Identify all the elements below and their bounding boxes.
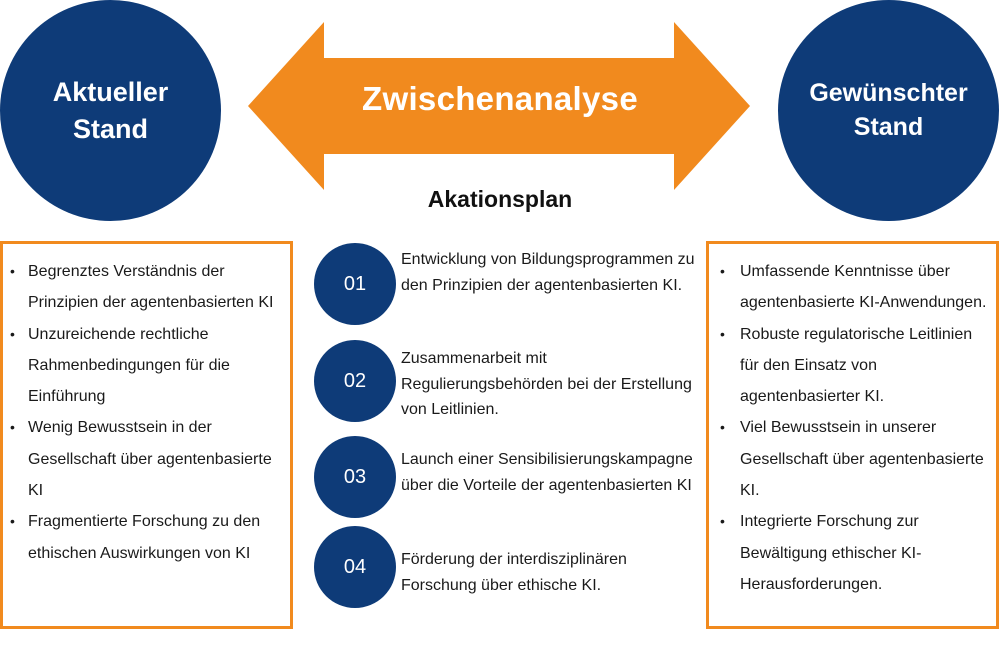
list-item-text: Fragmentierte Forschung zu den ethischen Auswirkungen von KI xyxy=(28,513,261,562)
current-state-list xyxy=(10,256,290,569)
bullet-icon: • xyxy=(10,325,15,342)
list-item-text: Begrenztes Verständnis der Prinzipien der agentenbasierten KI xyxy=(28,263,274,312)
gap-analysis-label: Zwischenanalyse xyxy=(362,80,638,117)
desired-state-list xyxy=(720,256,994,600)
current-state-title-line2: Stand xyxy=(72,113,148,144)
list-item-text: Unzureichende rechtliche Rahmenbedingungen für die Einführung xyxy=(28,325,230,406)
list-item xyxy=(10,319,290,413)
list-item xyxy=(720,412,994,506)
current-state-circle xyxy=(0,0,221,221)
list-item xyxy=(720,506,994,600)
list-item xyxy=(720,319,994,413)
step-number-badge: 03 xyxy=(314,436,396,518)
list-item xyxy=(10,506,290,569)
step-text: Entwicklung von Bildungsprogrammen zu den Prinzipien der agentenbasierten KI. xyxy=(401,251,695,294)
step-text: Launch einer Sensibilisierungskampagne über die Vorteile der agentenbasierten KI xyxy=(401,451,693,494)
current-state-title-line1: Aktueller xyxy=(52,77,169,108)
list-item-text: Wenig Bewusstsein in der Gesellschaft über agentenbasierte KI xyxy=(28,419,272,500)
list-item xyxy=(10,256,290,319)
list-item-text: Viel Bewusstsein in unserer Gesellschaft über agentenbasierte KI. xyxy=(740,419,984,500)
bullet-icon: • xyxy=(720,325,725,342)
bullet-icon: • xyxy=(10,263,15,279)
bullet-icon: • xyxy=(720,419,725,436)
bullet-icon: • xyxy=(10,419,15,436)
step-text: Zusammenarbeit mit Regulierungsbehörden bei der Erstellung von Leitlinien. xyxy=(401,350,692,418)
action-plan-title: Akationsplan xyxy=(427,186,573,212)
bullet-icon: • xyxy=(720,513,725,530)
desired-state-title-line1: Gewünschter xyxy=(809,78,968,107)
desired-state-circle xyxy=(778,0,999,221)
step-number-badge: 02 xyxy=(314,340,396,422)
list-item-text: Robuste regulatorische Leitlinien für den Einsatz von agentenbasierter KI. xyxy=(740,325,973,406)
bullet-icon: • xyxy=(10,513,15,530)
list-item-text: Umfassende Kenntnisse über agentenbasierte KI-Anwendungen. xyxy=(740,263,987,312)
list-item-text: Integrierte Forschung zur Bewältigung ethischer KI-Herausforderungen. xyxy=(740,513,922,593)
desired-state-title-line2: Stand xyxy=(853,112,924,141)
step-number-badge: 01 xyxy=(314,243,396,325)
step-text: Förderung der interdisziplinären Forschung über ethische KI. xyxy=(401,551,627,594)
list-item xyxy=(10,412,290,506)
step-number-badge: 04 xyxy=(314,526,396,608)
current-state-box xyxy=(0,241,293,629)
desired-state-box xyxy=(706,241,999,629)
list-item xyxy=(720,256,994,319)
bullet-icon: • xyxy=(720,263,725,279)
